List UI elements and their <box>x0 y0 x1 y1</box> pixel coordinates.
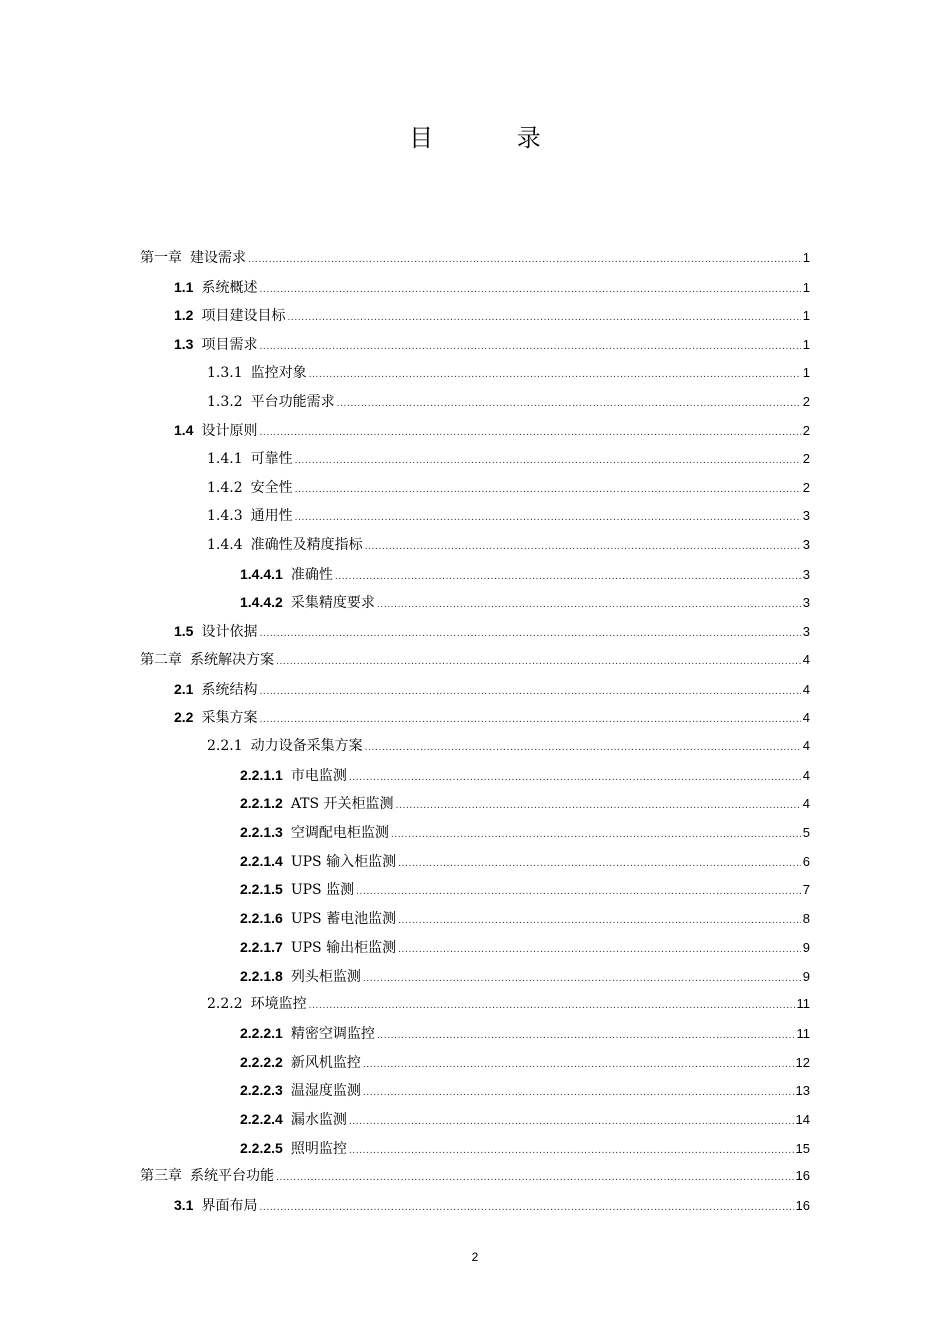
toc-entry-text: 准确性 <box>290 566 333 583</box>
toc-entry-text: 环境监控 <box>250 996 307 1013</box>
toc-entry-number: 1.4.4.2 <box>240 594 283 611</box>
toc-entry-label <box>240 1076 361 1105</box>
toc-entry-number: 1.4.3 <box>207 508 243 525</box>
toc-entry[interactable] <box>207 531 810 559</box>
toc-entry-label <box>140 646 274 674</box>
toc-entry-page: 8 <box>802 911 810 927</box>
toc-entry-text: 采集精度要求 <box>290 595 375 612</box>
toc-entry-number: 1.3 <box>174 336 194 353</box>
toc-entry-label <box>240 962 361 991</box>
toc-leader-dots <box>259 1194 793 1222</box>
toc-entry-text: 监控对象 <box>250 364 307 381</box>
toc-leader-dots <box>259 620 800 648</box>
toc-entry[interactable] <box>240 818 810 846</box>
toc-entry[interactable] <box>140 646 810 674</box>
toc-entry[interactable] <box>174 703 810 731</box>
toc-entry-number: 2.2.1 <box>207 737 243 754</box>
toc-entry-number: 3.1 <box>174 1197 194 1214</box>
toc-entry[interactable] <box>140 1162 810 1190</box>
toc-leader-dots <box>259 276 800 304</box>
toc-entry-text: 空调配电柜监测 <box>290 825 389 841</box>
toc-leader-dots <box>398 936 801 964</box>
toc-entry-text: 新风机监控 <box>290 1054 361 1071</box>
toc-entry-number: 1.4.1 <box>207 450 243 467</box>
toc-entry-text: 精密空调监控 <box>290 1025 375 1042</box>
toc-entry-text: 可靠性 <box>250 450 293 467</box>
toc-leader-dots <box>365 734 801 762</box>
toc-entry-number: 1.2 <box>174 307 194 324</box>
toc-entry-text: 设计依据 <box>201 624 258 641</box>
toc-entry[interactable] <box>207 474 810 502</box>
toc-entry-number: 1.3.2 <box>207 393 243 410</box>
toc-entry-label <box>140 1162 274 1190</box>
toc-leader-dots <box>259 419 800 447</box>
toc-entry-page: 3 <box>802 537 810 552</box>
toc-entry-page: 16 <box>795 1168 810 1184</box>
toc-leader-dots <box>259 333 800 361</box>
toc-entry-text: UPS 输入柜监测 <box>290 853 397 870</box>
toc-entry[interactable] <box>174 416 810 444</box>
toc-entry-number: 2.2.1.6 <box>240 910 283 927</box>
toc-entry-text: ATS 开关柜监测 <box>290 796 394 813</box>
toc-entry-page: 1 <box>802 279 810 295</box>
toc-entry[interactable] <box>207 990 810 1018</box>
toc-entry-number: 1.1 <box>174 278 194 295</box>
toc-entry[interactable] <box>240 1048 810 1076</box>
toc-entry-number: 1.5 <box>174 623 194 640</box>
toc-entry-text: 系统平台功能 <box>190 1168 274 1185</box>
toc-entry-page: 1 <box>802 364 810 380</box>
toc-entry-label <box>174 1191 257 1220</box>
toc-entry[interactable] <box>240 847 810 875</box>
toc-entry-number: 2.2.1.3 <box>240 824 283 840</box>
toc-entry-page: 3 <box>802 595 810 611</box>
toc-entry-number: 1.4 <box>174 422 194 439</box>
toc-entry-text: 系统结构 <box>201 681 258 698</box>
toc-entry-page: 4 <box>802 681 810 697</box>
toc-entry-text: 准确性及精度指标 <box>250 537 363 553</box>
toc-entry-label <box>207 388 335 416</box>
toc-entry-text: 平台功能需求 <box>250 393 335 410</box>
toc-entry-label <box>174 416 257 445</box>
toc-entry-page: 16 <box>795 1198 810 1214</box>
toc-entry-label <box>207 445 293 473</box>
toc-entry-label <box>174 675 257 704</box>
toc-entry-text: 温湿度监测 <box>290 1083 361 1100</box>
toc-entry-label <box>174 301 285 330</box>
toc-entry-label <box>207 990 307 1018</box>
toc-leader-dots <box>309 361 801 389</box>
toc-leader-dots <box>295 447 801 475</box>
toc-entry-number: 2.2.1.1 <box>240 766 283 783</box>
toc-entry-label <box>240 818 389 847</box>
toc-leader-dots <box>377 1022 795 1050</box>
toc-entry-label <box>240 1134 347 1163</box>
toc-entry[interactable] <box>240 1019 810 1047</box>
toc-leader-dots <box>276 648 801 676</box>
toc-entry[interactable] <box>140 244 810 272</box>
toc-leader-dots <box>259 678 800 706</box>
toc-entry-label <box>140 244 246 272</box>
toc-entry-page: 11 <box>796 996 810 1012</box>
toc-entry-label <box>207 359 307 387</box>
toc-entry[interactable] <box>240 588 810 616</box>
toc-entry[interactable] <box>207 445 810 473</box>
toc-leader-dots <box>335 563 801 591</box>
toc-entry-label <box>207 732 363 760</box>
toc-entry-page: 2 <box>802 450 810 466</box>
toc-entry-number: 第二章 <box>140 651 182 668</box>
toc-entry-text: 动力设备采集方案 <box>250 737 363 754</box>
toc-entry-label <box>174 703 257 732</box>
toc-entry[interactable] <box>240 761 810 789</box>
toc-entry-page: 6 <box>802 853 810 869</box>
toc-entry-page: 3 <box>802 566 810 582</box>
toc-entry-page: 1 <box>802 337 810 353</box>
toc-entry-page: 9 <box>802 968 810 984</box>
toc-entry-text: 系统解决方案 <box>190 651 274 668</box>
toc-entry-number: 1.4.2 <box>207 479 243 496</box>
toc-entry[interactable] <box>174 617 810 645</box>
toc-entry-label <box>240 904 396 933</box>
toc-entry-number: 1.4.4 <box>207 537 243 553</box>
toc-entry-text: 建设需求 <box>190 250 246 266</box>
toc-entry-number: 1.3.1 <box>207 364 243 381</box>
toc-entry-text: 采集方案 <box>201 710 258 727</box>
toc-entry-page: 4 <box>802 710 810 726</box>
toc-entry-number: 2.2.1.5 <box>240 881 283 898</box>
toc-entry-label <box>240 1105 347 1134</box>
toc-entry-page: 1 <box>802 250 810 265</box>
toc-leader-dots <box>365 533 801 561</box>
toc-entry-label <box>240 1019 375 1048</box>
page-number: 2 <box>471 1250 479 1264</box>
toc-entry-page: 4 <box>802 651 810 667</box>
toc-entry-page: 15 <box>795 1140 810 1156</box>
toc-entry-number: 2.2.1.4 <box>240 852 283 869</box>
toc-leader-dots <box>363 1051 794 1079</box>
toc-entry[interactable] <box>174 330 810 358</box>
toc-leader-dots <box>248 246 801 274</box>
toc-entry-number: 2.2.2.5 <box>240 1139 283 1156</box>
toc-leader-dots <box>398 907 801 935</box>
toc-entry-label <box>240 789 394 818</box>
toc-entry-page: 1 <box>802 308 810 324</box>
toc-entry-text: 项目建设目标 <box>201 308 286 325</box>
toc-leader-dots <box>349 764 801 792</box>
toc-entry-label <box>240 847 396 876</box>
toc-entry-text: 照明监控 <box>290 1140 347 1157</box>
toc-entry-number: 2.2.2.4 <box>240 1111 283 1127</box>
toc-entry[interactable] <box>240 560 810 588</box>
toc-entry-text: 列头柜监测 <box>290 968 361 985</box>
toc-entry-page: 4 <box>802 796 810 812</box>
toc-leader-dots <box>356 878 801 906</box>
toc-entry-number: 2.1 <box>174 680 194 697</box>
toc-entry-page: 2 <box>802 479 810 495</box>
toc-leader-dots <box>295 504 801 532</box>
toc-entry-label <box>207 531 363 559</box>
toc-entry-text: 漏水监测 <box>290 1112 347 1128</box>
toc-entry-label <box>240 933 396 962</box>
toc-entry-text: UPS 监测 <box>290 882 355 899</box>
toc-entry-page: 2 <box>802 423 810 439</box>
toc-entry-number: 2.2.1.2 <box>240 795 283 812</box>
toc-entry[interactable] <box>174 1191 810 1219</box>
toc-entry-label <box>240 560 333 589</box>
toc-entry-number: 2.2.1.7 <box>240 938 283 955</box>
toc-entry-page: 4 <box>802 767 810 783</box>
toc-entry-label <box>240 875 354 904</box>
toc-entry-page: 2 <box>802 393 810 409</box>
toc-entry-page: 5 <box>802 825 810 840</box>
toc-entry[interactable] <box>240 875 810 903</box>
toc-leader-dots <box>349 1137 794 1165</box>
toc-leader-dots <box>276 1164 794 1192</box>
toc-entry-label <box>240 1048 361 1077</box>
toc-entry-number: 2.2.2 <box>207 996 243 1013</box>
toc-leader-dots <box>377 591 801 619</box>
toc-entry[interactable] <box>207 502 810 530</box>
toc-leader-dots <box>309 992 795 1020</box>
toc-entry[interactable] <box>240 904 810 932</box>
toc-entry-label <box>207 474 293 502</box>
toc-leader-dots <box>391 821 801 849</box>
toc-entry[interactable] <box>207 359 810 387</box>
toc-entry-text: 市电监测 <box>290 767 347 784</box>
toc-leader-dots <box>259 706 800 734</box>
toc-leader-dots <box>287 304 800 332</box>
toc-entry-page: 12 <box>795 1054 810 1070</box>
toc-entry[interactable] <box>240 1076 810 1104</box>
toc-entry[interactable] <box>207 732 810 760</box>
toc-entry-number: 2.2 <box>174 709 194 726</box>
toc-entry[interactable] <box>207 388 810 416</box>
toc-entry-text: 安全性 <box>250 479 293 496</box>
toc-entry-label <box>174 617 257 646</box>
toc-entry-text: 系统概述 <box>201 279 258 296</box>
toc-entry-label <box>207 502 293 530</box>
toc-entry-text: 设计原则 <box>201 423 258 440</box>
toc-entry-page: 3 <box>802 624 810 640</box>
toc-entry-text: 通用性 <box>250 508 293 525</box>
toc-entry-number: 第一章 <box>140 250 182 266</box>
toc-entry-number: 2.2.2.3 <box>240 1082 283 1099</box>
toc-entry[interactable] <box>240 1105 810 1133</box>
toc-entry-page: 11 <box>796 1025 810 1041</box>
toc-entry-number: 2.2.1.8 <box>240 967 283 984</box>
toc-entry[interactable] <box>174 273 810 301</box>
toc-entry[interactable] <box>174 301 810 329</box>
toc-entry-text: 项目需求 <box>201 337 258 354</box>
toc-entry-page: 4 <box>802 737 810 753</box>
toc-leader-dots <box>337 390 801 418</box>
toc-leader-dots <box>349 1108 794 1136</box>
toc-entry-page: 13 <box>795 1083 810 1099</box>
toc-leader-dots <box>295 476 801 504</box>
toc-entry-page: 3 <box>802 508 810 524</box>
toc-entry[interactable] <box>174 675 810 703</box>
toc-entry[interactable] <box>240 1134 810 1162</box>
toc-entry-page: 7 <box>802 882 810 898</box>
toc-entry-text: UPS 蓄电池监测 <box>290 911 397 928</box>
toc-entry-label <box>240 761 347 790</box>
toc-entry-label <box>174 273 257 302</box>
toc-entry-text: 界面布局 <box>201 1198 258 1215</box>
toc-entry-number: 第三章 <box>140 1168 182 1185</box>
toc-entry[interactable] <box>240 962 810 990</box>
toc-leader-dots <box>398 850 801 878</box>
toc-leader-dots <box>396 792 801 820</box>
toc-entry-label <box>174 330 257 359</box>
toc-title: 目 录 <box>409 124 579 152</box>
toc-entry-number: 2.2.2.1 <box>240 1024 283 1041</box>
toc-entry[interactable] <box>240 789 810 817</box>
toc-entry-page: 14 <box>795 1112 810 1127</box>
toc-entry-number: 1.4.4.1 <box>240 565 283 582</box>
toc-entry[interactable] <box>240 933 810 961</box>
toc-entry-label <box>240 588 375 617</box>
toc-entry-number: 2.2.2.2 <box>240 1053 283 1070</box>
toc-leader-dots <box>363 965 801 993</box>
toc-entry-text: UPS 输出柜监测 <box>290 939 397 956</box>
toc-entry-page: 9 <box>802 939 810 955</box>
toc-leader-dots <box>363 1079 794 1107</box>
